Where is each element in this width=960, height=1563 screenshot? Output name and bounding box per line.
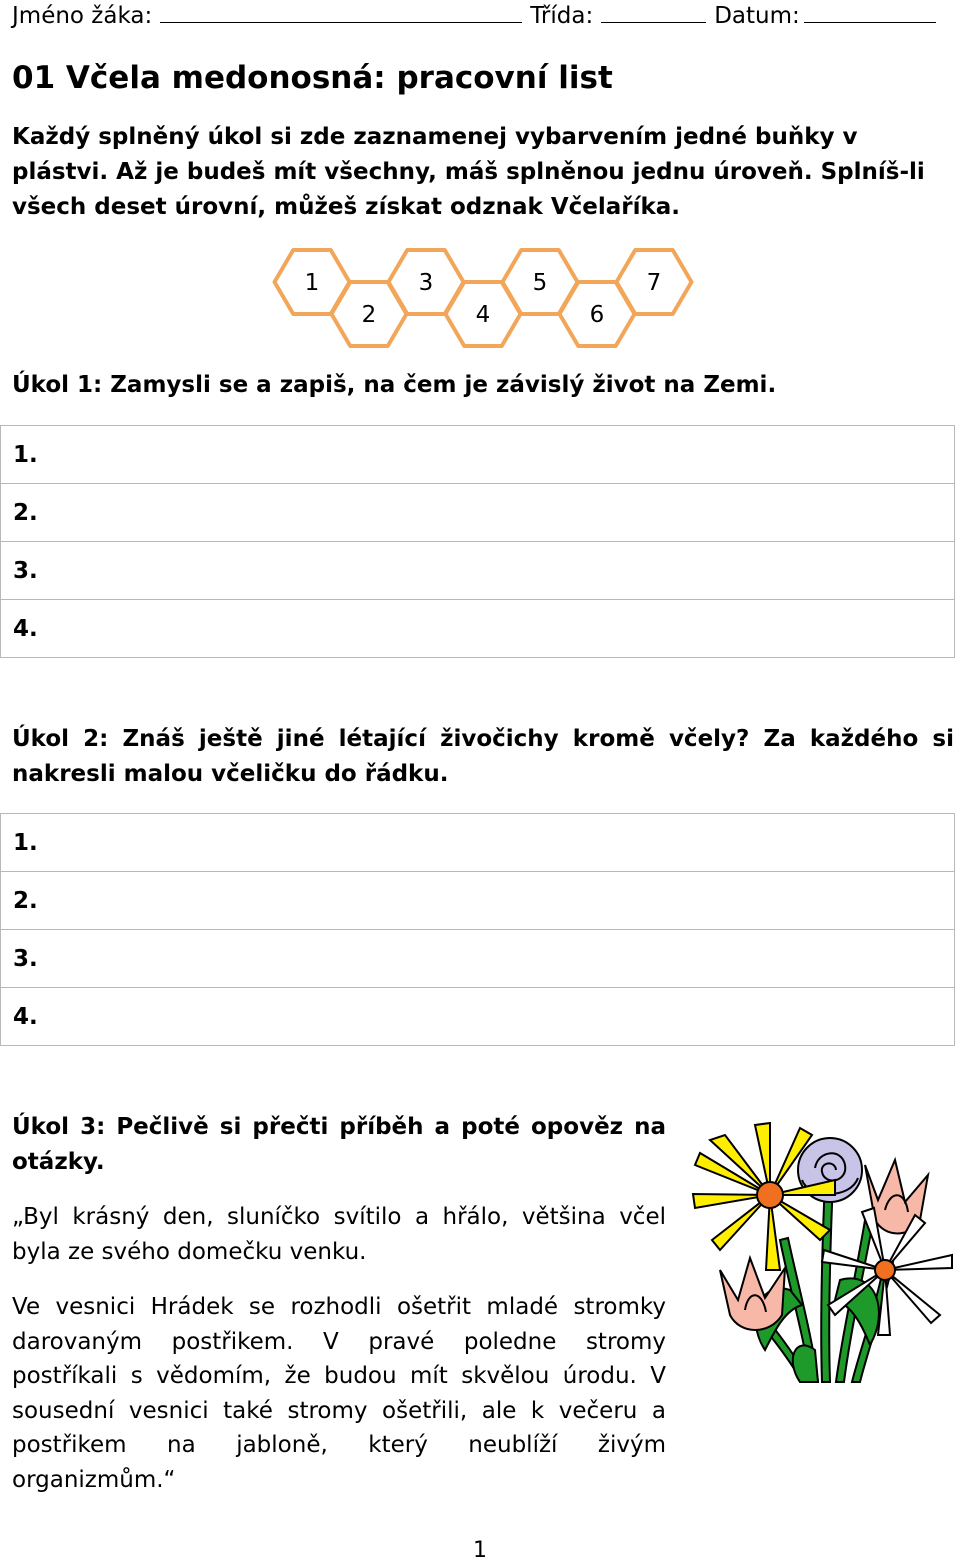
task1-row-2[interactable]: 2. [1,484,955,542]
task1-answer-table [0,425,955,658]
task2-row-3[interactable]: 3. [1,930,955,988]
class-label: Třída: [530,3,594,29]
class-field[interactable] [601,0,706,23]
task2-row-1[interactable]: 1. [1,814,955,872]
task1-row-4[interactable]: 4. [1,600,955,658]
name-field[interactable] [160,0,522,23]
honeycomb-cell-label: 5 [532,270,548,296]
task2-row-4[interactable]: 4. [1,988,955,1046]
student-info-header [12,0,952,30]
task2-row-2[interactable]: 2. [1,872,955,930]
honeycomb [270,242,700,352]
task2-title: Úkol 2: Znáš ještě jiné létající živočichy kromě včely? Za každého si nakresli malou včeličku do řádku. [12,726,954,787]
date-field[interactable] [804,0,936,23]
honeycomb-cell-label: 2 [361,302,377,328]
honeycomb-cell-label: 6 [589,302,605,328]
story-paragraph-1: „Byl krásný den, sluníčko svítilo a hřálo, většina včel byla ze svého domečku venku. [12,1204,666,1265]
task1-row-1[interactable]: 1. [1,426,955,484]
date-label: Datum: [714,3,800,29]
task2-answer-table [0,813,955,1046]
honeycomb-cell-label: 1 [304,270,320,296]
task3-title: Úkol 3: Pečlivě si přečti příběh a poté opověz na otázky. [12,1114,666,1175]
story-paragraph-2: Ve vesnici Hrádek se rozhodli ošetřit mladé stromky darovaným postřikem. V pravé poledne stromy postříkali s vědomím, že budou mít skvělou úrodu. V sousední vesnici také stromy ošetřili, ale k večeru a postřikem na jabloně, který neublíží živým organizmům.“ [12,1294,666,1493]
honeycomb-cell-label: 3 [418,270,434,296]
honeycomb-cell-label: 7 [646,270,662,296]
flower-bouquet-icon [690,1120,955,1390]
honeycomb-cell-label: 4 [475,302,491,328]
name-label: Jméno žáka: [12,3,153,29]
intro-text: Každý splněný úkol si zde zaznamenej vybarvením jedné buňky v plástvi. Až je budeš mít všechny, máš splněnou jednu úroveň. Splníš-li všech deset úrovní, můžeš získat odznak Včelaříka. [12,124,925,220]
task1-row-3[interactable]: 3. [1,542,955,600]
page-title: 01 Včela medonosná: pracovní list [12,60,613,96]
task1-title: Úkol 1: Zamysli se a zapiš, na čem je závislý život na Zemi. [12,372,777,398]
page-number: 1 [473,1538,487,1563]
